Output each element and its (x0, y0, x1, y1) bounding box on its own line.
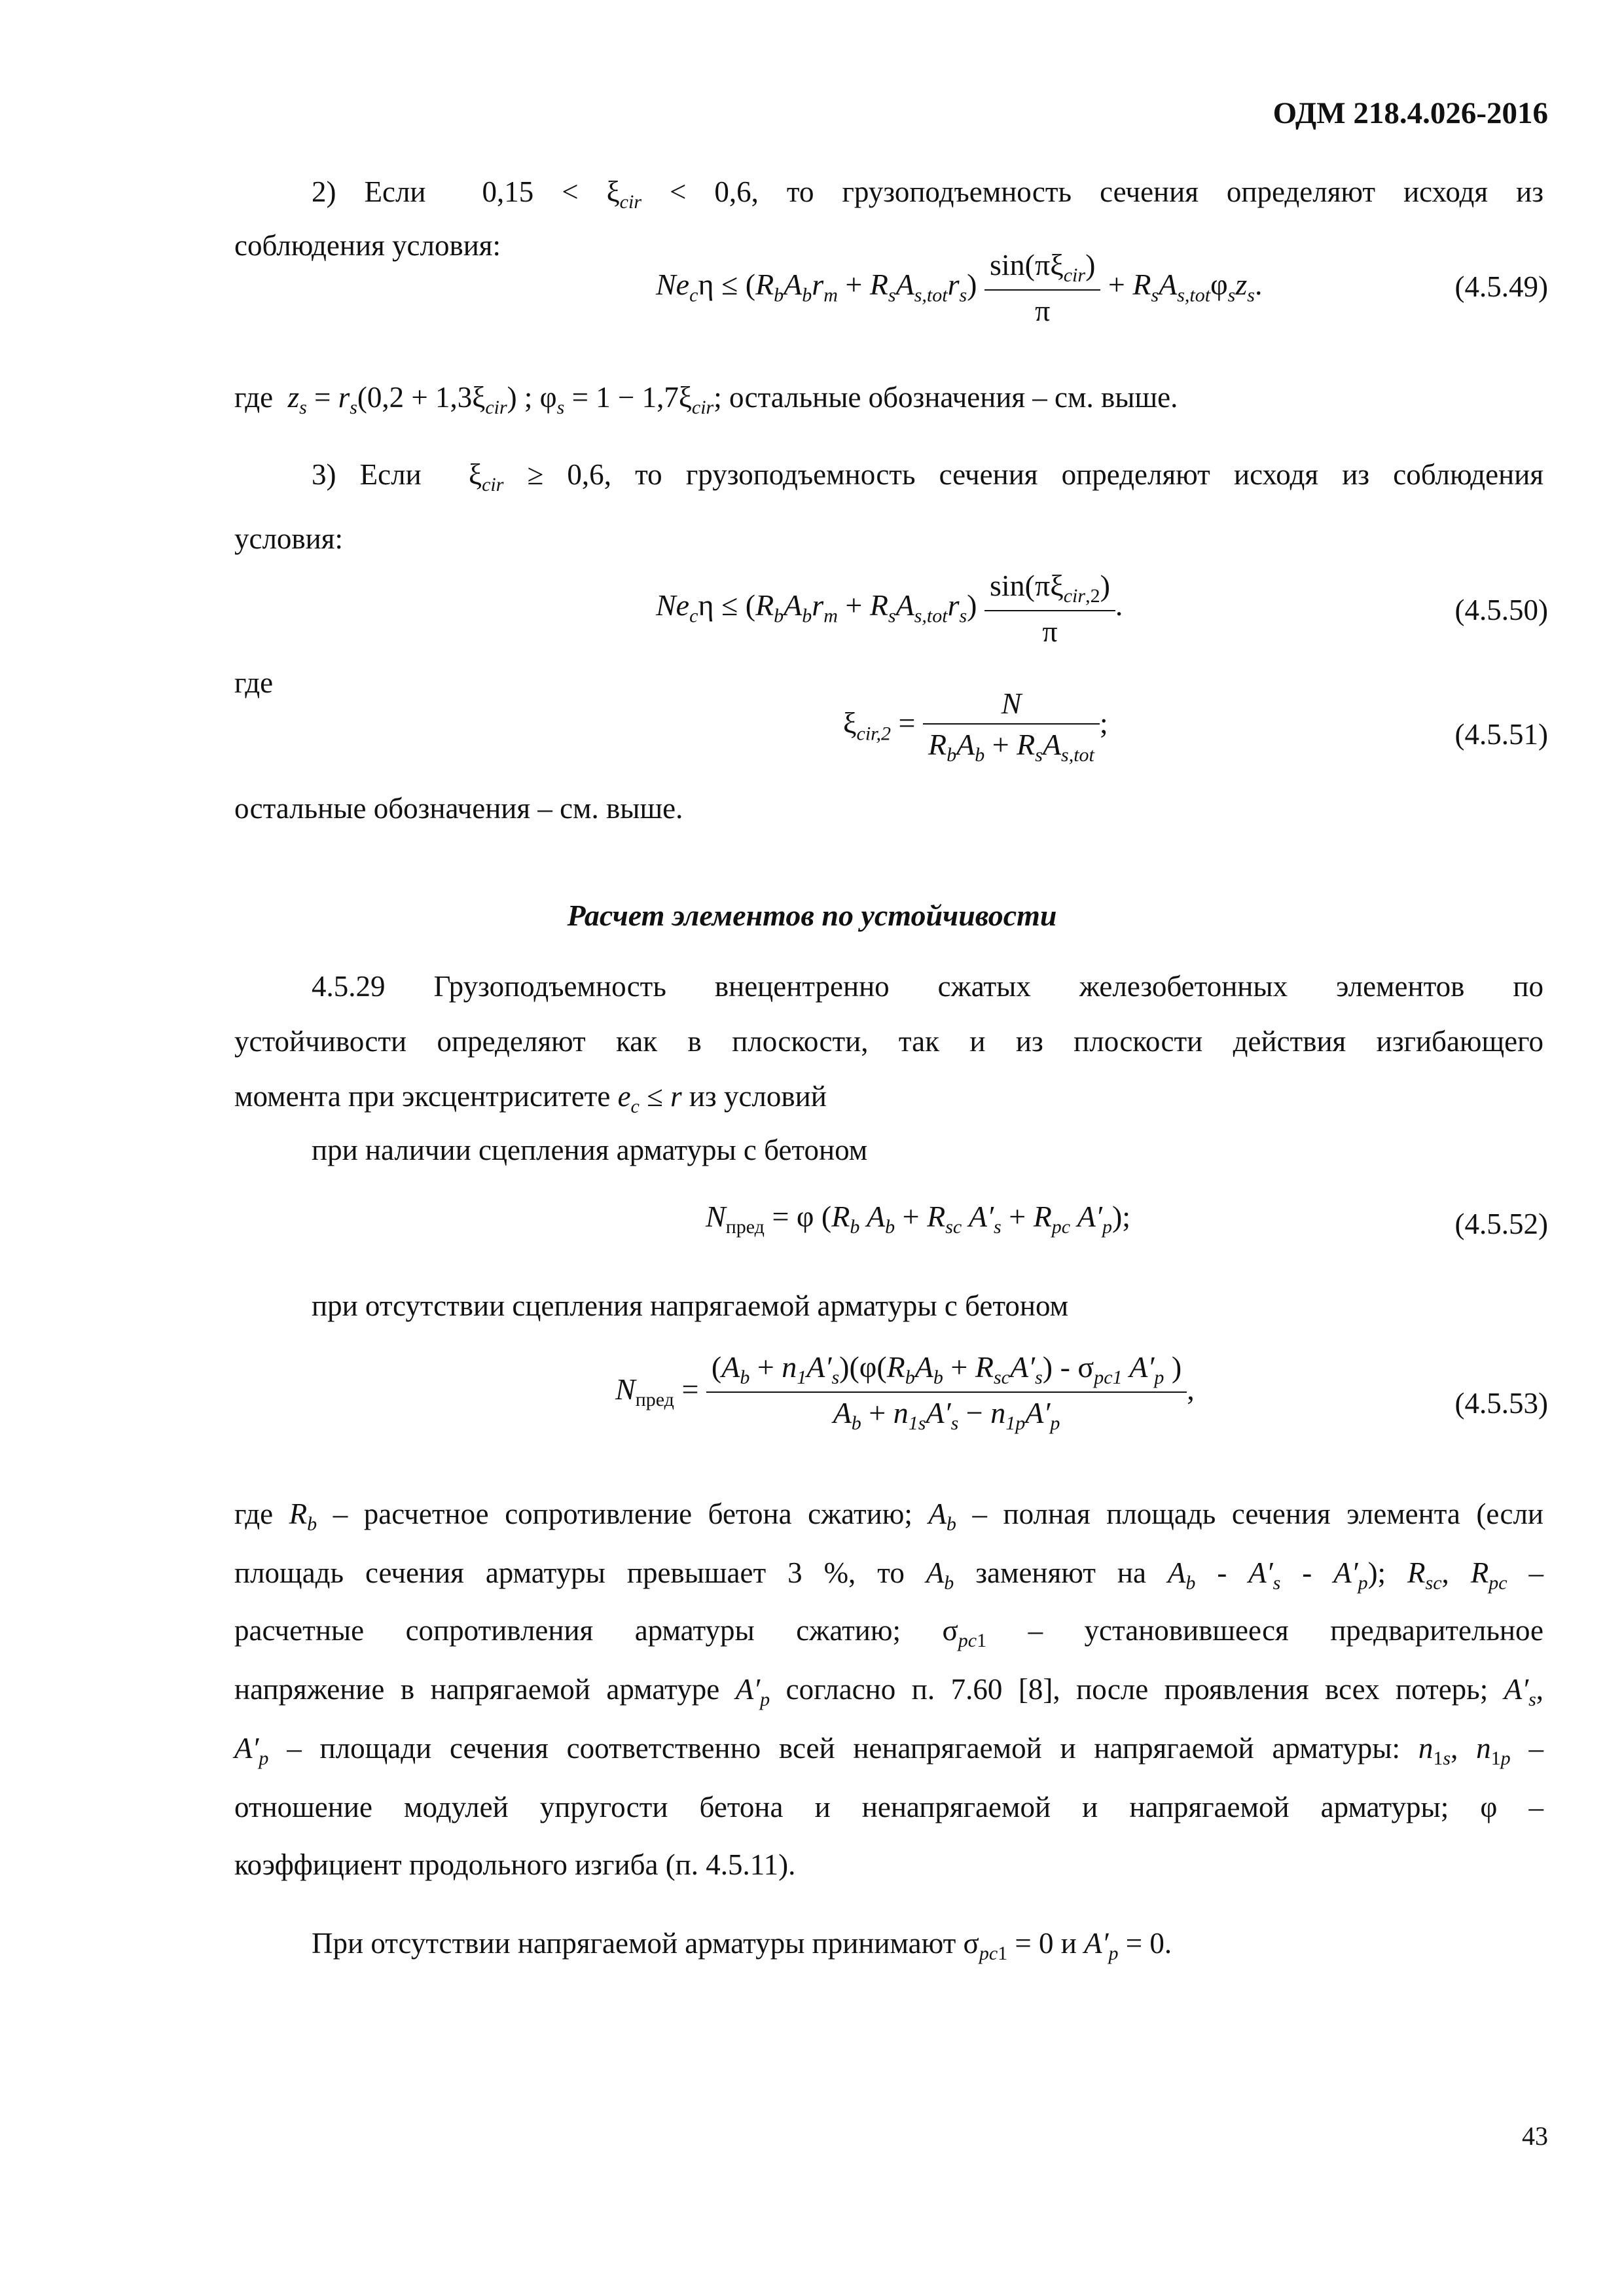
paragraph-case-3: 3) Если $\xi_{cir} \ge 0,6$, то грузоподъемность сечения определяют исходя из соблюдения (312, 458, 1544, 495)
paragraph-with-bond: при наличии сцепления арматуры с бетоном (312, 1134, 868, 1166)
paragraph-notations-line5: $A'_p$ – площади сечения соответственно всей ненапрягаемой и напрягаемой арматуры: $n_{1s}$, $n_{1p}$ – (234, 1732, 1544, 1769)
page-number: 43 (1522, 2121, 1548, 2151)
paragraph-case-2: 2) Если $0,15 < \xi_{cir} < 0,6$, то грузоподъемность сечения определяют исходя из (312, 175, 1543, 213)
paragraph-case-3-cont: условия: (234, 522, 343, 555)
paragraph-case-2-cont: соблюдения условия: (234, 229, 501, 262)
equation-4-5-53: $N_{пред}$ = $\frac{(A_b + n_1A'_s)(\varphi(R_bA_b + R_{sc}A'_s) - \sigma_{pc1} A'_p )}{A_b + n_{1s}A'_s - n_{1p}A'_p}$ , (615, 1350, 1195, 1435)
paragraph-no-prestress: При отсутствии напрягаемой арматуры принимают $\sigma_{pc1} = 0$ и $A'_p = 0$. (312, 1927, 1172, 1964)
equation-4-5-49: $Ne_c\eta \le (R_bA_br_m + R_sA_{s,tot}r_s)$ $\frac{\sin(\pi\xi_{cir})}{\pi}$ + $R_sA_{s,tot}\varphi_sz_s$. (656, 248, 1263, 328)
paragraph-4-5-29-line2: устойчивости определяют как в плоскости, так и из плоскости действия изгибающего (234, 1025, 1543, 1058)
paragraph-other-notations: остальные обозначения – см. выше. (234, 792, 683, 825)
document-code: ОДМ 218.4.026-2016 (1272, 96, 1548, 130)
section-heading: Расчет элементов по устойчивости (567, 899, 1057, 932)
paragraph-where: где (234, 666, 274, 699)
paragraph-4-5-29-line1: 4.5.29 Грузоподъемность внецентренно сжатых железобетонных элементов по (312, 970, 1543, 1003)
paragraph-notations-line3: расчетные сопротивления арматуры сжатию; $\sigma_{pc1}$ – установившееся предварительное (234, 1614, 1544, 1651)
paragraph-notations-line7: коэффициент продольного изгиба (п. 4.5.11). (234, 1848, 796, 1881)
paragraph-notations-line2: площадь сечения арматуры превышает 3 %, то $A_b$ заменяют на $A_b - A'_s - A'_p$); $R_{sc}$, $R_{pc}$ – (234, 1556, 1543, 1594)
equation-number: (4.5.50) (1454, 594, 1548, 626)
equation-number: (4.5.51) (1454, 718, 1548, 751)
paragraph-without-bond: при отсутствии сцепления напрягаемой арматуры с бетоном (312, 1289, 1069, 1322)
paragraph-notations-line6: отношение модулей упругости бетона и ненапрягаемой и напрягаемой арматуры; φ – (234, 1791, 1543, 1823)
paragraph-notations-line4: напряжение в напрягаемой арматуре $A'_p$ согласно п. 7.60 [8], после проявления всех потерь; $A'_s$, (234, 1673, 1544, 1710)
paragraph-notations-line1: где $R_b$ – расчетное сопротивление бетона сжатию; $A_b$ – полная площадь сечения элемента (если (234, 1498, 1544, 1535)
equation-number: (4.5.52) (1454, 1208, 1548, 1240)
equation-4-5-52: $N_{пред} = \varphi$ ($R_b$ $A_b + R_{sc}$ $A'_s + R_{pc}$ $A'_p$); (706, 1200, 1131, 1238)
equation-4-5-50: $Ne_c\eta \le (R_bA_br_m + R_sA_{s,tot}r_s)$ $\frac{\sin(\pi\xi_{cir,2})}{\pi}$ . (656, 569, 1123, 649)
equation-number: (4.5.49) (1454, 270, 1548, 303)
equation-4-5-51: $\xi_{cir,2}$ = $\frac{N}{R_bA_b + R_sA_{s,tot}}$ ; (843, 687, 1108, 766)
equation-number: (4.5.53) (1454, 1387, 1548, 1420)
paragraph-where-zs: где $z_s = r_s(0,2 + 1,3\xi_{cir})$ ; $\varphi_s = 1 - 1,7\xi_{cir}$; остальные обозначения – см. выше. (234, 381, 1178, 418)
paragraph-4-5-29-line3: момента при эксцентриситете $e_c \le r$ из условий (234, 1080, 827, 1117)
